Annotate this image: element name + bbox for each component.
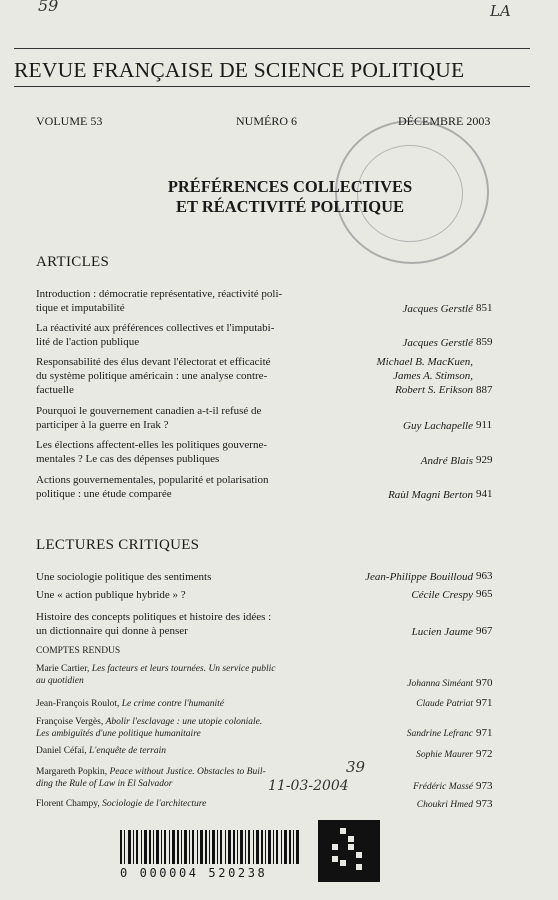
lecture-1-author: Jean-Philippe Bouilloud <box>365 571 473 583</box>
article-3-author: Robert S. Erikson <box>395 384 473 396</box>
review-1-name: Marie Cartier, <box>36 664 90 674</box>
article-5-title-line: mentales ? Le cas des dépenses publiques <box>36 453 220 465</box>
review-5-page: 973 <box>476 780 493 792</box>
article-4-author: Guy Lachapelle <box>403 420 473 432</box>
article-3-title <box>36 355 304 397</box>
barcode-number: 0 000004 520238 <box>120 866 268 880</box>
article-3-author: Michael B. MacKuen, <box>376 356 473 368</box>
barcode-icon <box>120 830 300 864</box>
lecture-2-author: Cécile Crespy <box>411 589 473 601</box>
article-2-author: Jacques Gerstlé <box>402 337 473 349</box>
review-5-entry <box>36 766 304 790</box>
article-2-title-line: lité de l'action publique <box>36 336 140 348</box>
article-5-page: 929 <box>476 454 493 466</box>
review-6-name: Florent Champy, <box>36 799 100 809</box>
article-4-title <box>36 404 304 432</box>
article-1-title-line: tique et imputabilité <box>36 302 125 314</box>
lectures-heading: LECTURES CRITIQUES <box>36 537 200 553</box>
lecture-1-title-line: Une sociologie politique des sentiments <box>36 571 212 583</box>
review-3-author: Sandrine Lefranc <box>406 729 473 739</box>
title-rule <box>14 86 530 87</box>
lecture-3-title <box>36 610 304 638</box>
lecture-3-title-line: Histoire des concepts politiques et histoire des idées : <box>36 611 272 623</box>
review-3-work: Les ambiguïtés d'une politique humanitaire <box>36 729 201 739</box>
article-4-title-line: Pourquoi le gouvernement canadien a-t-il refusé de <box>36 405 262 417</box>
review-2-author: Claude Patriat <box>416 699 473 709</box>
article-5-title <box>36 438 304 466</box>
review-6-entry <box>36 798 304 810</box>
handwritten-number: 39 <box>346 758 366 776</box>
review-4-page: 972 <box>476 748 493 760</box>
article-2-title-line: La réactivité aux préférences collectives et l'imputabi- <box>36 322 275 334</box>
review-2-name: Jean-François Roulot, <box>36 699 120 709</box>
article-2-page: 859 <box>476 336 493 348</box>
lecture-2-title <box>36 588 304 602</box>
review-6-work: Sociologie de l'architecture <box>102 799 207 809</box>
date-label: DÉCEMBRE 2003 <box>398 114 491 128</box>
article-6-title <box>36 473 304 501</box>
review-3-page: 971 <box>476 727 493 739</box>
review-4-name: Daniel Céfaï, <box>36 746 87 756</box>
article-1-title <box>36 287 304 315</box>
journal-title: REVUE FRANÇAISE DE SCIENCE POLITIQUE <box>14 58 465 82</box>
article-6-title-line: Actions gouvernementales, popularité et polarisation <box>36 474 269 486</box>
review-2-page: 971 <box>476 697 493 709</box>
lecture-2-title-line: Une « action publique hybride » ? <box>36 589 186 601</box>
handwritten-date: 11-03-2004 <box>268 778 349 794</box>
library-logo-icon <box>318 820 380 882</box>
review-1-entry <box>36 663 304 687</box>
review-1-work: Les facteurs et leurs tournées. Un service public <box>91 664 276 674</box>
article-4-page: 911 <box>476 419 493 431</box>
review-6-author: Choukri Hmed <box>416 800 473 810</box>
review-1-work: au quotidien <box>36 676 84 686</box>
article-4-title-line: participer à la guerre en Irak ? <box>36 419 169 431</box>
article-6-page: 941 <box>476 488 493 500</box>
articles-heading: ARTICLES <box>36 254 110 270</box>
comptes-rendus-heading: COMPTES RENDUS <box>36 646 121 656</box>
issue-theme-title <box>100 177 480 217</box>
top-rule <box>14 48 530 49</box>
review-1-author: Johanna Siméant <box>407 679 473 689</box>
review-1-page: 970 <box>476 677 493 689</box>
number-label: NUMÉRO 6 <box>236 114 298 128</box>
review-3-name: Françoise Vergès, <box>36 717 104 727</box>
review-3-work: Abolir l'esclavage : une utopie coloniale. <box>105 717 263 727</box>
lecture-3-author: Lucien Jaume <box>411 626 473 638</box>
theme-line-1: PRÉFÉRENCES COLLECTIVES <box>167 177 413 196</box>
article-3-title-line: factuelle <box>36 384 74 396</box>
lecture-1-title <box>36 570 304 584</box>
review-6-page: 973 <box>476 798 493 810</box>
article-5-title-line: Les élections affectent-elles les politiques gouverne- <box>36 439 268 451</box>
corner-mark-right: LA <box>490 2 511 20</box>
review-5-author: Frédéric Massé <box>413 782 473 792</box>
review-3-entry <box>36 716 304 740</box>
lecture-1-page: 963 <box>476 570 493 582</box>
volume-label: VOLUME 53 <box>36 114 103 128</box>
article-3-authors <box>273 355 473 397</box>
article-3-page: 887 <box>476 384 493 396</box>
article-3-title-line: du système politique américain : une analyse contre- <box>36 370 268 382</box>
article-1-title-line: Introduction : démocratie représentative, réactivité poli- <box>36 288 283 300</box>
article-3-author: James A. Stimson, <box>393 370 473 382</box>
review-4-work: L'enquête de terrain <box>89 746 166 756</box>
review-4-entry <box>36 745 304 757</box>
article-3-title-line: Responsabilité des élus devant l'électorat et efficacité <box>36 356 271 368</box>
article-2-title <box>36 321 304 349</box>
article-6-author: Raùl Magni Berton <box>388 489 473 501</box>
lecture-3-page: 967 <box>476 625 493 637</box>
article-6-title-line: politique : une étude comparée <box>36 488 172 500</box>
theme-line-2: ET RÉACTIVITÉ POLITIQUE <box>175 197 404 216</box>
article-5-author: André Blais <box>420 455 473 467</box>
lecture-3-title-line: un dictionnaire qui donne à penser <box>36 625 188 637</box>
article-1-page: 851 <box>476 302 493 314</box>
review-2-entry <box>36 698 304 710</box>
review-2-work: Le crime contre l'humanité <box>121 699 224 709</box>
review-5-work: Peace without Justice. Obstacles to Buil- <box>109 767 266 777</box>
review-4-author: Sophie Maurer <box>416 750 473 760</box>
lecture-2-page: 965 <box>476 588 493 600</box>
article-1-author: Jacques Gerstlé <box>402 303 473 315</box>
corner-mark-left: 59 <box>38 0 59 15</box>
review-5-work: ding the Rule of Law in El Salvador <box>36 779 173 789</box>
review-5-name: Margareth Popkin, <box>36 767 108 777</box>
